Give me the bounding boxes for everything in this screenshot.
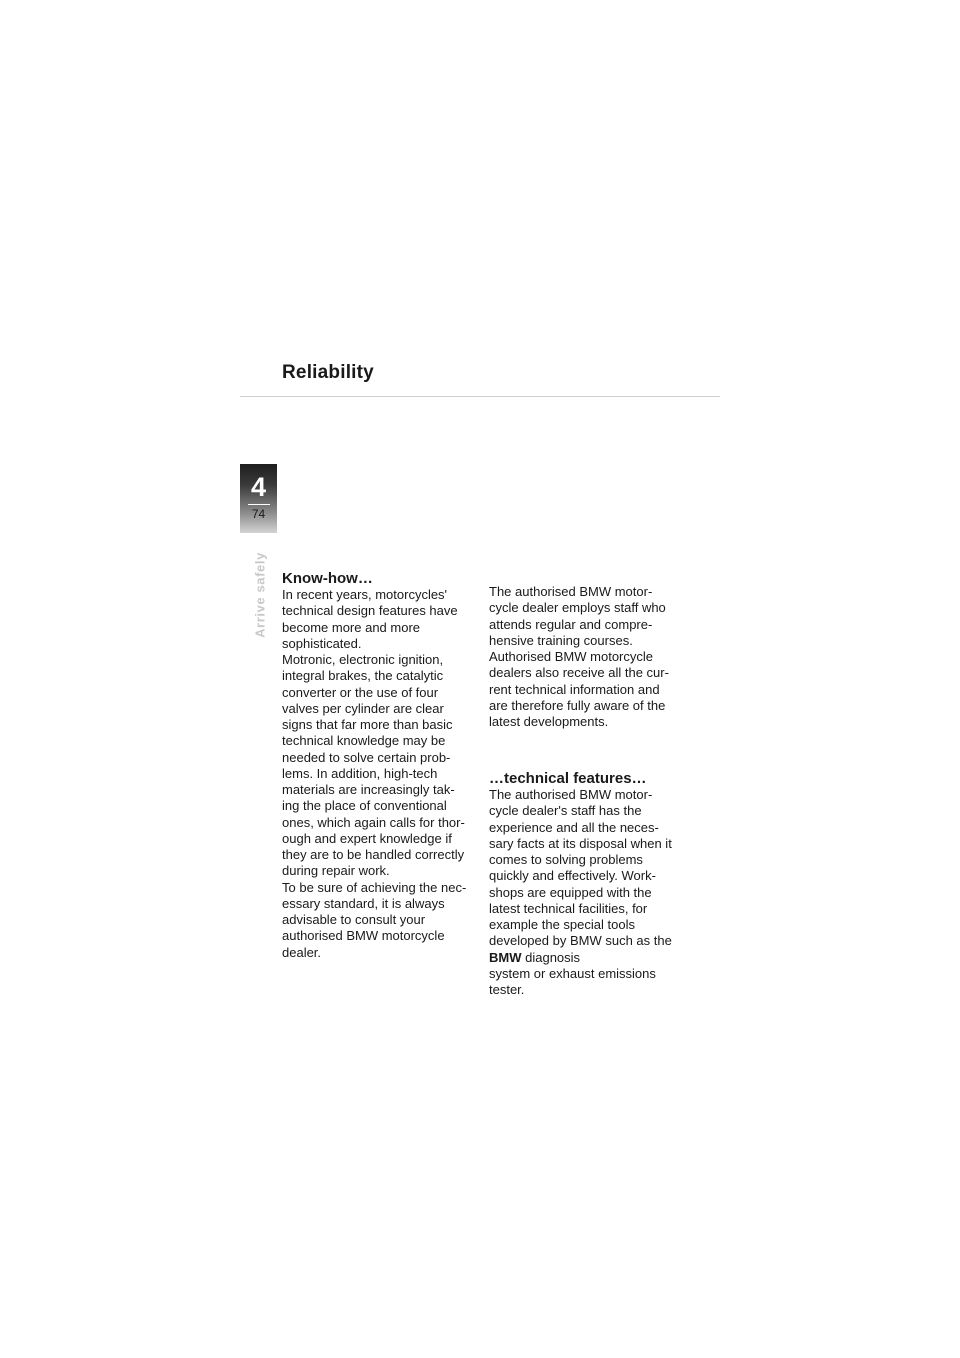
bmw-brand-text: BMW [489, 949, 522, 965]
technical-text-after: diagnosis system or exhaust emissions tester. [489, 949, 656, 997]
page-title: Reliability [282, 362, 374, 383]
chapter-tab [240, 464, 277, 533]
know-how-paragraph: Motronic, electronic ignition, integral brakes, the catalytic converter or the use of four valves per cylinder are clear signs that far more than basic technical knowledge may be needed to solve certain prob- lems. In addition, high-tech materials are increasingly tak- ing the place of conventional ones, which again calls for thor- ough and expert knowledge if they are to be handled correctly during repair work. [282, 652, 465, 879]
know-how-heading: Know-how… [282, 570, 373, 587]
chapter-number: 4 [250, 472, 267, 502]
dealer-section [489, 584, 687, 730]
chapter-divider [248, 504, 270, 505]
know-how-section [282, 570, 480, 961]
technical-features-heading: …technical features… [489, 770, 647, 787]
title-divider [240, 396, 720, 397]
dealer-paragraph: The authorised BMW motor- cycle dealer employs staff who attends regular and compre- hensive training courses. Authorised BMW motorcycle dealers also receive all the cur- rent technical information and are therefore fully aware of the latest developments. [489, 584, 669, 729]
page-number: 74 [251, 507, 266, 521]
section-label: Arrive safely [252, 552, 268, 638]
know-how-paragraph: In recent years, motorcycles' technical design features have become more and more sophisticated. [282, 587, 458, 651]
technical-features-section [489, 770, 687, 998]
technical-features-paragraph [489, 787, 687, 998]
know-how-paragraph: To be sure of achieving the nec- essary standard, it is always advisable to consult your authorised BMW motorcycle dealer. [282, 879, 467, 960]
technical-text-before: The authorised BMW motor- cycle dealer's staff has the experience and all the neces- sary facts at its disposal when it comes to solving problems quickly and effectively. Work- shops are equipped with the latest technical facilities, for example the special tools developed by BMW such as the [489, 787, 672, 949]
